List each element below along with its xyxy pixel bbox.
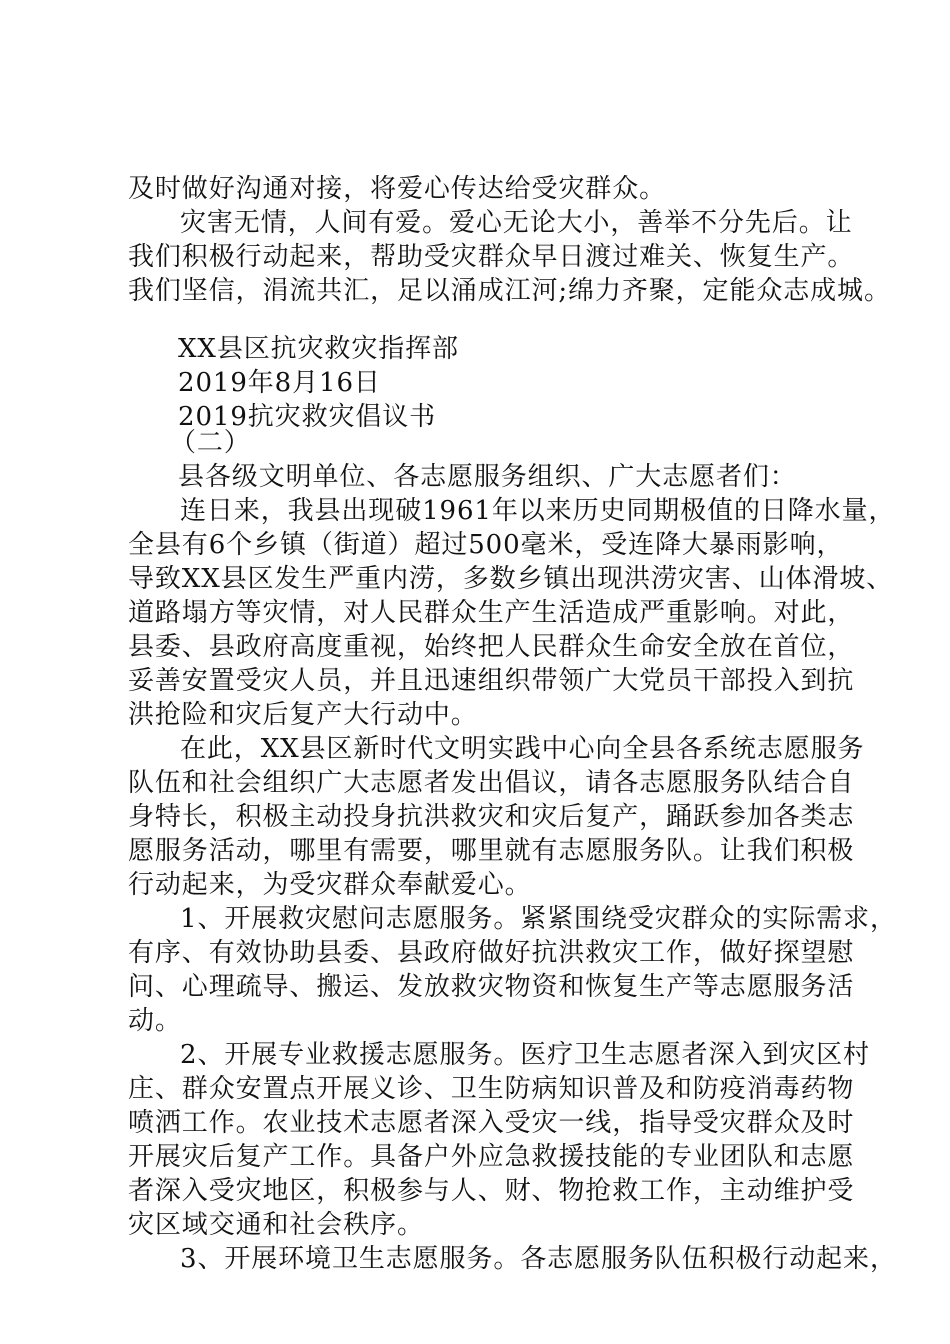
- body-line: 有序、有效协助县委、县政府做好抗洪救灾工作，做好探望慰: [128, 938, 855, 968]
- body-line: 我们坚信，涓流共汇，足以涌成江河;绵力齐聚，定能众志成城。: [128, 276, 891, 306]
- document-title: 2019抗灾救灾倡议书: [178, 402, 437, 432]
- body-line: 及时做好沟通对接，将爱心传达给受灾群众。: [128, 174, 667, 204]
- body-line: 全县有6个乡镇（街道）超过500毫米，受连降大暴雨影响，: [128, 530, 844, 560]
- body-line: 洪抢险和灾后复产大行动中。: [128, 700, 478, 730]
- body-line: 开展灾后复产工作。具备户外应急救援技能的专业团队和志愿: [128, 1142, 855, 1172]
- body-line: 妥善安置受灾人员，并且迅速组织带领广大党员干部投入到抗: [128, 666, 855, 696]
- section-number: （二）: [170, 428, 251, 458]
- salutation: 县各级文明单位、各志愿服务组织、广大志愿者们：: [178, 462, 797, 492]
- body-line: 道路塌方等灾情，对人民群众生产生活造成严重影响。对此，: [128, 598, 855, 628]
- list-item-3: 3、开展环境卫生志愿服务。各志愿服务队伍积极行动起来，: [180, 1244, 897, 1274]
- body-line: 者深入受灾地区，积极参与人、财、物抢救工作，主动维护受: [128, 1176, 855, 1206]
- body-line: 县委、县政府高度重视，始终把人民群众生命安全放在首位，: [128, 632, 855, 662]
- signature-org: XX县区抗灾救灾指挥部: [178, 334, 459, 364]
- body-line: 在此，XX县区新时代文明实践中心向全县各系统志愿服务: [180, 734, 865, 764]
- body-line: 喷洒工作。农业技术志愿者深入受灾一线，指导受灾群众及时: [128, 1108, 855, 1138]
- body-line: 连日来，我县出现破1961年以来历史同期极值的日降水量，: [180, 496, 896, 526]
- body-line: 动。: [128, 1006, 182, 1036]
- body-line: 队伍和社会组织广大志愿者发出倡议，请各志愿服务队结合自: [128, 768, 855, 798]
- body-line: 我们积极行动起来，帮助受灾群众早日渡过难关、恢复生产。: [128, 242, 855, 272]
- body-line: 问、心理疏导、搬运、发放救灾物资和恢复生产等志愿服务活: [128, 972, 855, 1002]
- body-line: 灾区域交通和社会秩序。: [128, 1210, 424, 1240]
- body-line: 灾害无情，人间有爱。爱心无论大小，善举不分先后。让: [180, 208, 853, 238]
- body-line: 身特长，积极主动投身抗洪救灾和灾后复产，踊跃参加各类志: [128, 802, 855, 832]
- signature-date: 2019年8月16日: [178, 368, 381, 398]
- list-item-2: 2、开展专业救援志愿服务。医疗卫生志愿者深入到灾区村: [180, 1040, 870, 1070]
- body-line: 愿服务活动，哪里有需要，哪里就有志愿服务队。让我们积极: [128, 836, 855, 866]
- body-line: 庄、群众安置点开展义诊、卫生防病知识普及和防疫消毒药物: [128, 1074, 855, 1104]
- body-line: 行动起来，为受灾群众奉献爱心。: [128, 870, 532, 900]
- list-item-1: 1、开展救灾慰问志愿服务。紧紧围绕受灾群众的实际需求，: [180, 904, 897, 934]
- body-line: 导致XX县区发生严重内涝，多数乡镇出现洪涝灾害、山体滑坡、: [128, 564, 894, 594]
